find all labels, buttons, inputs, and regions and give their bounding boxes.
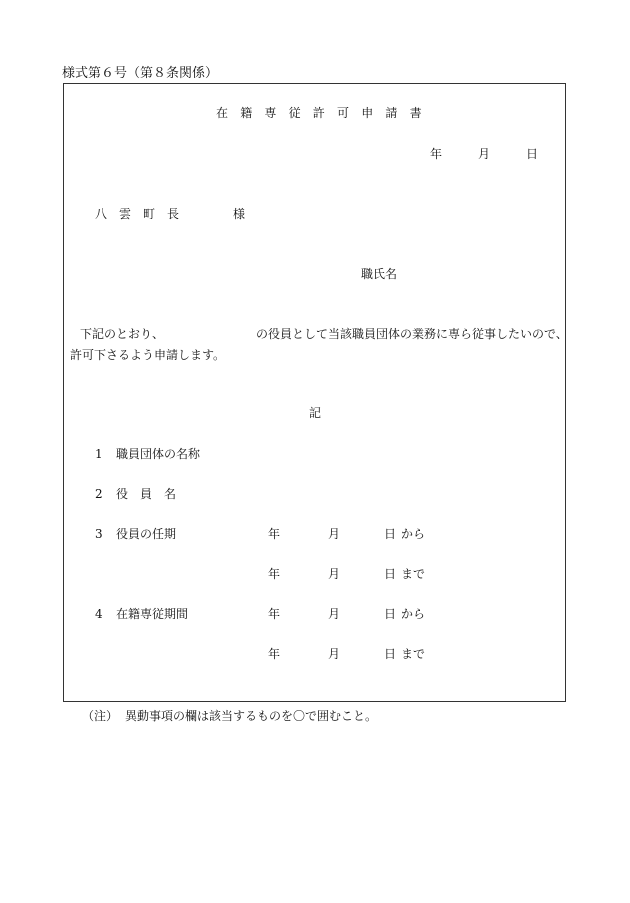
period-year: 年	[268, 567, 281, 581]
period-suffix: まで	[401, 647, 426, 661]
period-suffix: まで	[401, 567, 426, 581]
item-number: 1	[95, 447, 103, 461]
document-title: 在 籍 専 従 許 可 申 請 書	[216, 106, 422, 120]
body-text-line1-start: 下記のとおり、	[80, 327, 165, 341]
period-year: 年	[268, 607, 281, 621]
body-text-line2: 許可下さるよう申請します。	[70, 348, 226, 362]
date-line: 年 月 日	[430, 147, 539, 161]
item-number: 4	[95, 607, 103, 621]
period-suffix: から	[401, 607, 426, 621]
period-day: 日	[384, 647, 397, 661]
period-day: 日	[384, 567, 397, 581]
applicant-name-label: 職氏名	[361, 267, 398, 281]
period-year: 年	[268, 647, 281, 661]
period-year: 年	[268, 527, 281, 541]
period-day: 日	[384, 527, 397, 541]
addressee: 八 雲 町 長	[95, 207, 180, 221]
ki-heading: 記	[309, 406, 322, 420]
item-label-organization-name: 職員団体の名称	[116, 447, 201, 461]
item-number: 2	[95, 487, 103, 501]
period-month: 月	[328, 607, 341, 621]
form-number-label: 様式第６号（第８条関係）	[62, 66, 219, 81]
item-label-officer-title: 役 員 名	[116, 487, 177, 501]
item-label-full-time-period: 在籍専従期間	[116, 607, 189, 621]
item-number: 3	[95, 527, 103, 541]
note-marker: （注）	[82, 709, 119, 723]
period-month: 月	[328, 567, 341, 581]
note-text: 異動事項の欄は該当するものを〇で囲むこと。	[125, 709, 378, 723]
honorific: 様	[233, 207, 246, 221]
period-suffix: から	[401, 527, 426, 541]
period-month: 月	[328, 527, 341, 541]
period-day: 日	[384, 607, 397, 621]
item-label-term-of-office: 役員の任期	[116, 527, 177, 541]
period-month: 月	[328, 647, 341, 661]
body-text-line1-end: の役員として当該職員団体の業務に専ら従事したいので、	[256, 327, 568, 341]
